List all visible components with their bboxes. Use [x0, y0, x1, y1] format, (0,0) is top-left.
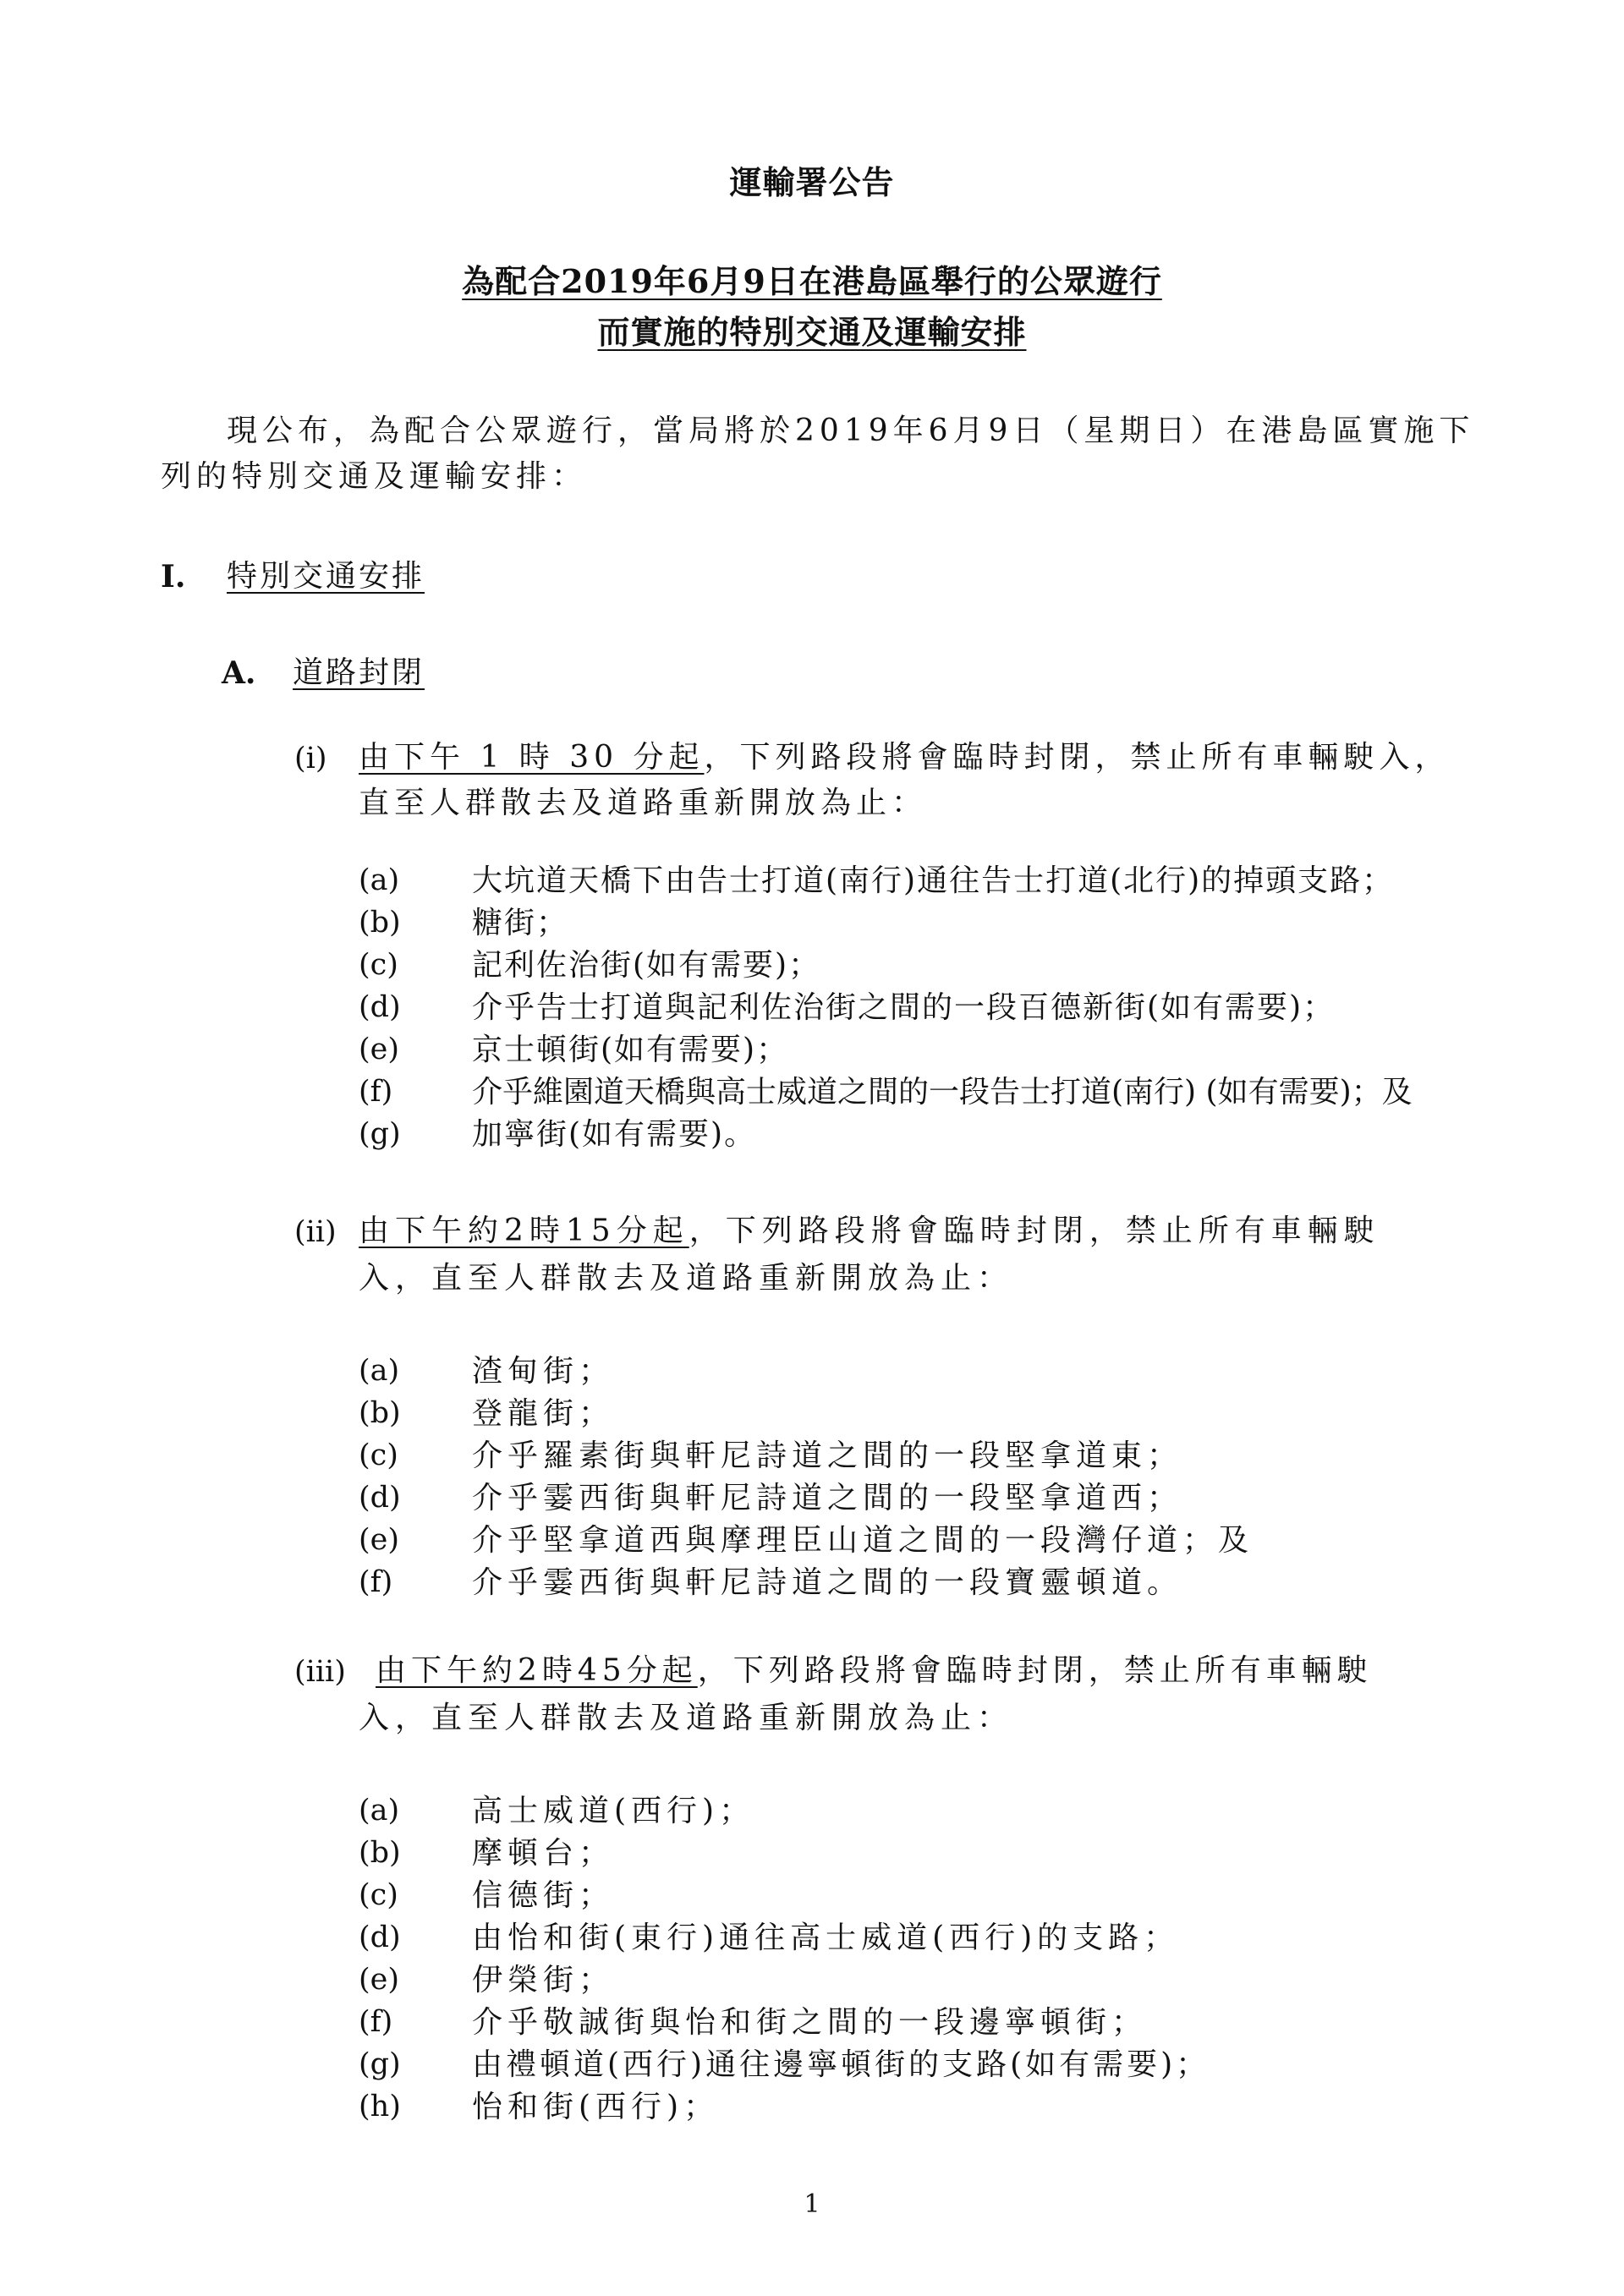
notice-title: 運輸署公告 — [729, 163, 895, 201]
notice-subtitle-line2: 而實施的特別交通及運輸安排 — [597, 313, 1027, 351]
list-item-label: (g) — [359, 1117, 401, 1151]
list-item-label: (f) — [359, 1075, 393, 1109]
list-item: 京士頓街(如有需要)； — [472, 1033, 789, 1067]
list-item: 糖街； — [472, 906, 569, 940]
clause-first-line — [359, 1216, 1380, 1247]
notice-subtitle-line1: 為配合2019年6月9日在港島區舉行的公眾遊行 — [462, 262, 1162, 300]
clause-second-line: 入，直至人群散去及道路重新開放為止： — [359, 1261, 1014, 1296]
list-item-label: (h) — [359, 2090, 401, 2123]
section-title: 特別交通安排 — [227, 559, 425, 594]
list-item: 介乎敬誠街與怡和街之間的一段邊寧頓街； — [472, 2005, 1148, 2040]
list-item: 摩頓台； — [472, 1836, 615, 1871]
page-number: 1 — [804, 2189, 820, 2219]
list-item: 由禮頓道(西行)通往邊寧頓街的支路(如有需要)； — [472, 2047, 1210, 2082]
list-item-label: (d) — [359, 990, 401, 1024]
list-item: 介乎維園道天橋與高士威道之間的一段告士打道(南行) (如有需要)；及 — [472, 1075, 1413, 1110]
clause-second-line: 直至人群散去及道路重新開放為止： — [359, 786, 928, 820]
intro-line-2: 列的特別交通及運輸安排： — [161, 459, 588, 494]
list-item-label: (f) — [359, 1565, 393, 1599]
list-item-label: (a) — [359, 863, 400, 897]
subsection-title: 道路封閉 — [293, 655, 425, 690]
list-item-label: (b) — [359, 1396, 401, 1430]
list-item-label: (b) — [359, 906, 401, 940]
list-item: 介乎霎西街與軒尼詩道之間的一段堅拿道西； — [472, 1481, 1183, 1515]
list-item: 怡和街(西行)； — [472, 2090, 720, 2124]
clause-time: 由下午 1 時 30 分起 — [359, 740, 705, 775]
clause-text: ，下列路段將會臨時封閉，禁止所有車輛駛入， — [704, 740, 1451, 775]
clause-second-line: 入，直至人群散去及道路重新開放為止： — [359, 1701, 1014, 1735]
clause-marker: (ii) — [294, 1215, 337, 1249]
list-item: 高士威道(西行)； — [472, 1794, 755, 1828]
list-item: 加寧街(如有需要)。 — [472, 1117, 757, 1152]
clause-text: ，下列路段將會臨時封閉，禁止所有車輛駛 — [697, 1653, 1373, 1688]
list-item-label: (c) — [359, 948, 398, 982]
list-item: 信德街； — [472, 1878, 615, 1913]
list-item-label: (a) — [359, 1354, 400, 1388]
list-item: 登龍街； — [472, 1396, 615, 1431]
clause-time: 由下午約2時15分起 — [359, 1214, 689, 1248]
intro-line-1: 現公布，為配合公眾遊行，當局將於2019年6月9日（星期日）在港島區實施下 — [227, 414, 1475, 448]
list-item-label: (g) — [359, 2047, 401, 2081]
list-item-label: (c) — [359, 1878, 398, 1912]
section-number: I. — [161, 559, 186, 595]
clause-first-line — [359, 740, 1451, 775]
list-item: 伊榮街； — [472, 1963, 615, 1997]
subsection-letter: A. — [222, 655, 256, 691]
list-item-label: (b) — [359, 1836, 401, 1870]
list-item-label: (c) — [359, 1438, 398, 1472]
list-item-label: (d) — [359, 1481, 401, 1515]
list-item: 介乎霎西街與軒尼詩道之間的一段寶靈頓道。 — [472, 1565, 1183, 1600]
list-item-label: (e) — [359, 1963, 400, 1997]
list-item: 記利佐治街(如有需要)； — [472, 948, 821, 983]
list-item: 介乎堅拿道西與摩理臣山道之間的一段灣仔道；及 — [472, 1523, 1254, 1558]
clause-text: ，下列路段將會臨時封閉，禁止所有車輛駛 — [689, 1214, 1380, 1248]
list-item-label: (a) — [359, 1794, 400, 1827]
list-item-label: (f) — [359, 2005, 393, 2039]
list-item-label: (e) — [359, 1523, 400, 1557]
list-item: 介乎告士打道與記利佐治街之間的一段百德新街(如有需要)； — [472, 990, 1336, 1025]
list-item: 介乎羅素街與軒尼詩道之間的一段堅拿道東； — [472, 1438, 1183, 1473]
list-item: 由怡和街(東行)通往高士威道(西行)的支路； — [472, 1921, 1180, 1955]
clause-time: 由下午約2時45分起 — [376, 1653, 698, 1688]
clause-marker: (iii) — [294, 1655, 346, 1689]
list-item-label: (d) — [359, 1921, 401, 1954]
list-item: 渣甸街； — [472, 1354, 615, 1389]
list-item-label: (e) — [359, 1033, 400, 1066]
clause-first-line — [376, 1653, 1373, 1688]
list-item: 大坑道天橋下由告士打道(南行)通往告士打道(北行)的掉頭支路； — [472, 863, 1395, 898]
clause-marker: (i) — [294, 742, 327, 775]
